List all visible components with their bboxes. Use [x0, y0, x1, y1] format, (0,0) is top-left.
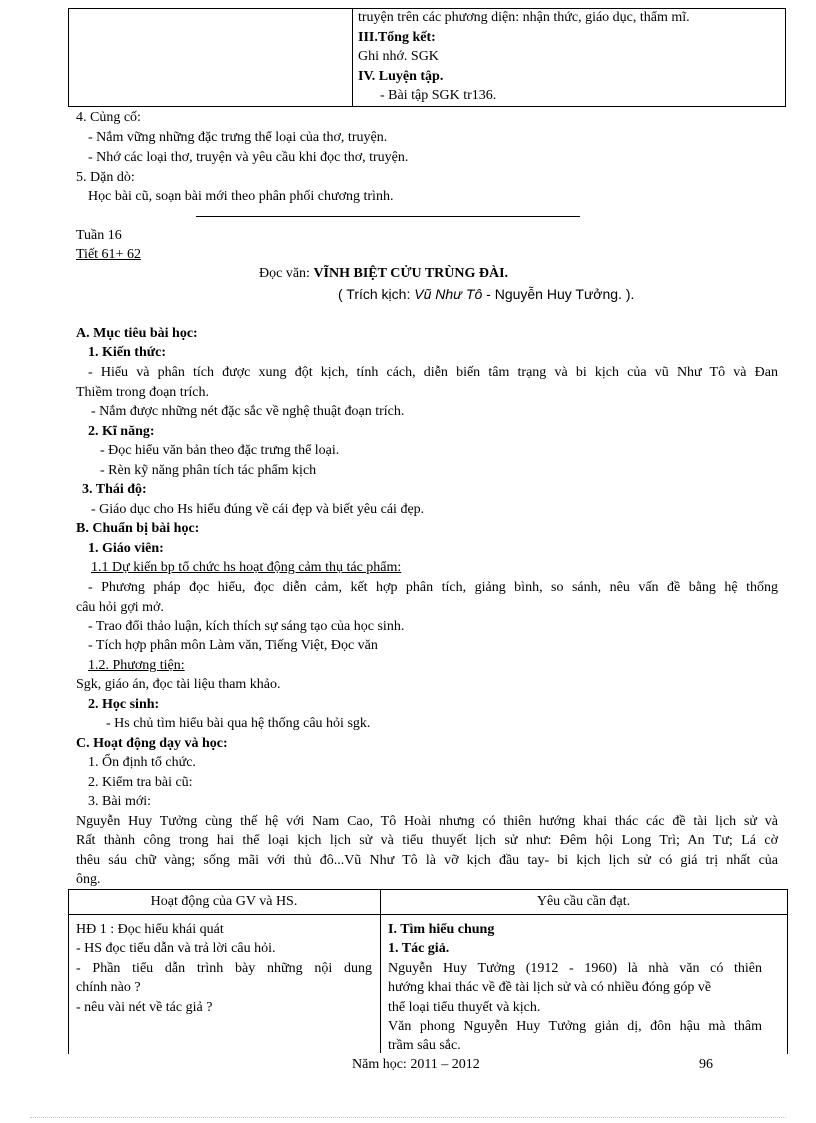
summary-note: Ghi nhớ. SGK — [358, 49, 439, 64]
plan-line: câu hỏi gợi mở. — [76, 600, 164, 615]
intro-line: Rất thành công trong hai thể loại kịch lịch sử và tiểu thuyết lịch sử như: Đêm hội Long Trì; An Tư; Lá cờ — [76, 833, 778, 848]
skills-line: - Rèn kỹ năng phân tích tác phẩm kịch — [100, 463, 317, 478]
plan-heading: 1.1 Dự kiến bp tổ chức hs hoạt động cảm thụ tác phẩm: — [91, 560, 402, 575]
plan-line: - Phương pháp đọc hiểu, đọc diễn cảm, kết hợp phân tích, giảng bình, so sánh, nêu vấn đề bằng hệ thống — [88, 580, 778, 595]
student-text: - Hs chủ tìm hiểu bài qua hệ thống câu hỏi sgk. — [106, 716, 371, 731]
summary-heading: III.Tổng kết: — [358, 29, 436, 45]
top-lesson-table — [68, 8, 786, 107]
plan-line: - Trao đổi thảo luận, kích thích sự sáng tạo của học sinh. — [88, 619, 405, 634]
col-header-activities: Hoạt động của GV và HS. — [150, 894, 298, 909]
requirement-text: thể loại tiểu thuyết và kịch. — [388, 1000, 541, 1015]
step-item: 2. Kiểm tra bài cũ: — [88, 775, 193, 790]
section-b-heading: B. Chuẩn bị bài học: — [76, 521, 200, 536]
attitude-line: - Giáo dục cho Hs hiểu đúng về cái đẹp và biết yêu cái đẹp. — [91, 502, 425, 517]
practice-item: - Bài tập SGK tr136. — [380, 88, 497, 103]
top-table-text: truyện trên các phương diện: nhận thức, giáo dục, thẩm mĩ. — [358, 10, 690, 25]
lesson-title: VĨNH BIỆT CỬU TRÙNG ĐÀI. — [313, 266, 509, 281]
student-heading: 2. Học sinh: — [88, 697, 160, 712]
week-label: Tuần 16 — [76, 228, 122, 243]
homework-text: Học bài cũ, soạn bài mới theo phân phối chương trình. — [88, 189, 394, 204]
step-item: 1. Ổn định tổ chức. — [88, 755, 196, 770]
activity-step: - nêu vài nét về tác giả ? — [76, 1000, 213, 1015]
attitude-heading: 3. Thái độ: — [82, 482, 147, 497]
section-divider — [196, 216, 580, 217]
intro-line: Nguyễn Huy Tưởng cùng thế hệ với Nam Cao, Tô Hoài nhưng có thiên hướng khai thác các đề tài lịch sử và — [76, 814, 778, 829]
activity-step: - HS đọc tiểu dẫn và trả lời câu hỏi. — [76, 941, 276, 956]
footer-school-year: Năm học: 2011 – 2012 — [352, 1057, 480, 1072]
requirement-text: hướng khai thác về đề tài lịch sử và có nhiều đóng góp về — [388, 980, 712, 995]
teacher-heading: 1. Giáo viên: — [88, 541, 164, 556]
activity-step: chính nào ? — [76, 980, 141, 995]
requirement-text: Nguyễn Huy Tưởng (1912 - 1960) là nhà văn có thiên — [388, 961, 762, 976]
requirement-heading: I. Tìm hiểu chung — [388, 922, 495, 937]
intro-line: thêu sáu chữ vàng; sống mãi với thủ đô...Vũ Như Tô là vỡ kịch đầu tay- bi kịch lịch sử có giá trị nhất của — [76, 853, 778, 868]
intro-line: ông. — [76, 872, 101, 887]
consolidate-item: - Nắm vững những đặc trưng thể loại của thơ, truyện. — [88, 130, 388, 145]
work-title: Vũ Như Tô — [414, 286, 483, 302]
lesson-title-line — [259, 266, 508, 282]
author-heading: 1. Tác giả. — [388, 941, 450, 956]
knowledge-line: - Nắm được những nét đặc sắc về nghệ thuật đoạn trích. — [91, 404, 405, 419]
knowledge-line: Thiềm trong đoạn trích. — [76, 385, 209, 400]
lesson-prefix: Đọc văn: — [259, 266, 310, 281]
consolidate-heading: 4. Củng cố: — [76, 110, 141, 125]
requirement-text: Văn phong Nguyễn Huy Tưởng giản dị, đôn hậu mà thâm — [388, 1019, 762, 1034]
section-c-heading: C. Hoạt động dạy và học: — [76, 736, 228, 751]
knowledge-line: - Hiểu và phân tích được xung đột kịch, tính cách, diễn biến tâm trạng và bi kịch của vũ Như Tô và Đan — [88, 365, 778, 380]
requirement-text: trầm sâu sắc. — [388, 1038, 461, 1053]
means-text: Sgk, giáo án, đọc tài liệu tham khảo. — [76, 677, 281, 692]
activity-step: HĐ 1 : Đọc hiểu khái quát — [76, 922, 224, 937]
footer-page-number: 96 — [699, 1057, 713, 1072]
consolidate-item: - Nhớ các loại thơ, truyện và yêu cầu khi đọc thơ, truyện. — [88, 150, 409, 165]
page-edge-dots — [30, 1117, 786, 1118]
homework-heading: 5. Dặn dò: — [76, 170, 135, 185]
top-table-right-cell — [353, 9, 786, 107]
period-label: Tiết 61+ 62 — [76, 247, 141, 262]
practice-heading: IV. Luyện tập. — [358, 68, 444, 84]
col-header-requirements: Yêu cầu cần đạt. — [536, 894, 631, 909]
skills-line: - Đọc hiểu văn bản theo đặc trưng thể loại. — [100, 443, 340, 458]
activity-table-header-rule — [68, 914, 787, 915]
knowledge-heading: 1. Kiến thức: — [88, 345, 167, 360]
section-a-heading: A. Mục tiêu bài học: — [76, 326, 198, 341]
activity-step: - Phần tiểu dẫn trình bày những nội dung — [76, 961, 372, 976]
means-heading: 1.2. Phương tiện: — [88, 658, 185, 673]
lesson-subtitle: ( Trích kịch: Vũ Như Tô - Nguyễn Huy Tưởng. ). — [338, 286, 635, 302]
top-table-left-cell — [69, 9, 353, 107]
step-item: 3. Bài mới: — [88, 794, 152, 809]
skills-heading: 2. Kĩ năng: — [88, 424, 155, 439]
plan-line: - Tích hợp phân môn Làm văn, Tiếng Việt, Đọc văn — [88, 638, 378, 653]
